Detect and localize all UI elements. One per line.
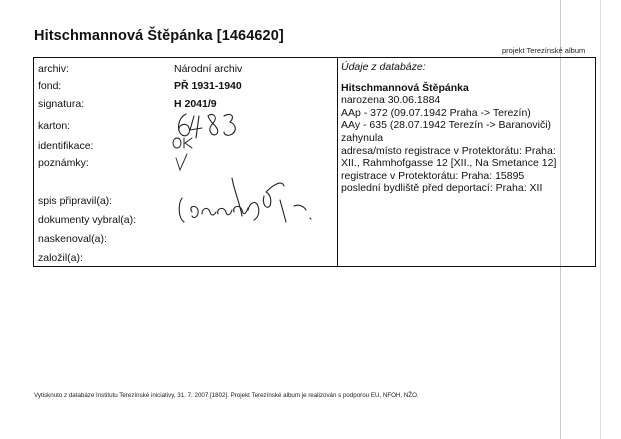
handwritten-signature [174,170,326,232]
address-line-2: XII., Rahmhofgasse 12 [XII., Na Smetance 12] [341,157,557,170]
value-signatura: H 2041/9 [174,98,217,110]
fate-line: zahynula [341,131,384,144]
record-card [33,57,596,267]
label-poznamky: poznámky: [38,157,89,169]
column-divider [337,58,338,266]
label-identifikace: identifikace: [38,140,94,152]
value-archiv: Národní archiv [174,63,243,75]
label-spis-pripravil: spis připravil(a): [38,195,113,207]
value-fond: PŘ 1931-1940 [174,80,242,92]
footer-note: Vytisknuto z databáze Institutu Terezínské iniciativy, 31. 7. 2007 [1802]. Projekt Terezínské album je realizován s podporou EU, NFOH, NŽO. [34,392,419,399]
last-residence-line: poslední bydliště před deportací: Praha: XII [341,182,543,195]
registration-line: registrace v Protektorátu: Praha: 15895 [341,169,525,182]
label-karton: karton: [38,120,71,132]
handwritten-ok [172,136,194,150]
person-name: Hitschmannová Štěpánka [341,81,469,94]
birth-line: narozena 30.06.1884 [341,94,441,107]
scan-artifact [600,0,601,439]
project-label: projekt Terezínské album [502,46,586,55]
label-dokumenty-vybral: dokumenty vybral(a): [38,214,137,226]
transport-line-1: AAp - 372 (09.07.1942 Praha -> Terezín) [341,106,531,119]
database-heading: Údaje z databáze: [341,61,426,73]
label-signatura: signatura: [38,98,85,110]
label-zalozil: založil(a): [38,252,83,264]
label-fond: fond: [38,80,62,92]
address-line-1: adresa/místo registrace v Protektorátu: Praha: [341,144,556,157]
label-archiv: archiv: [38,63,69,75]
transport-line-2: AAy - 635 (28.07.1942 Terezín -> Baranoviči) [341,119,552,132]
page-title: Hitschmannová Štěpánka [1464620] [34,28,284,44]
label-naskenoval: naskenoval(a): [38,233,107,245]
database-panel [341,61,556,195]
